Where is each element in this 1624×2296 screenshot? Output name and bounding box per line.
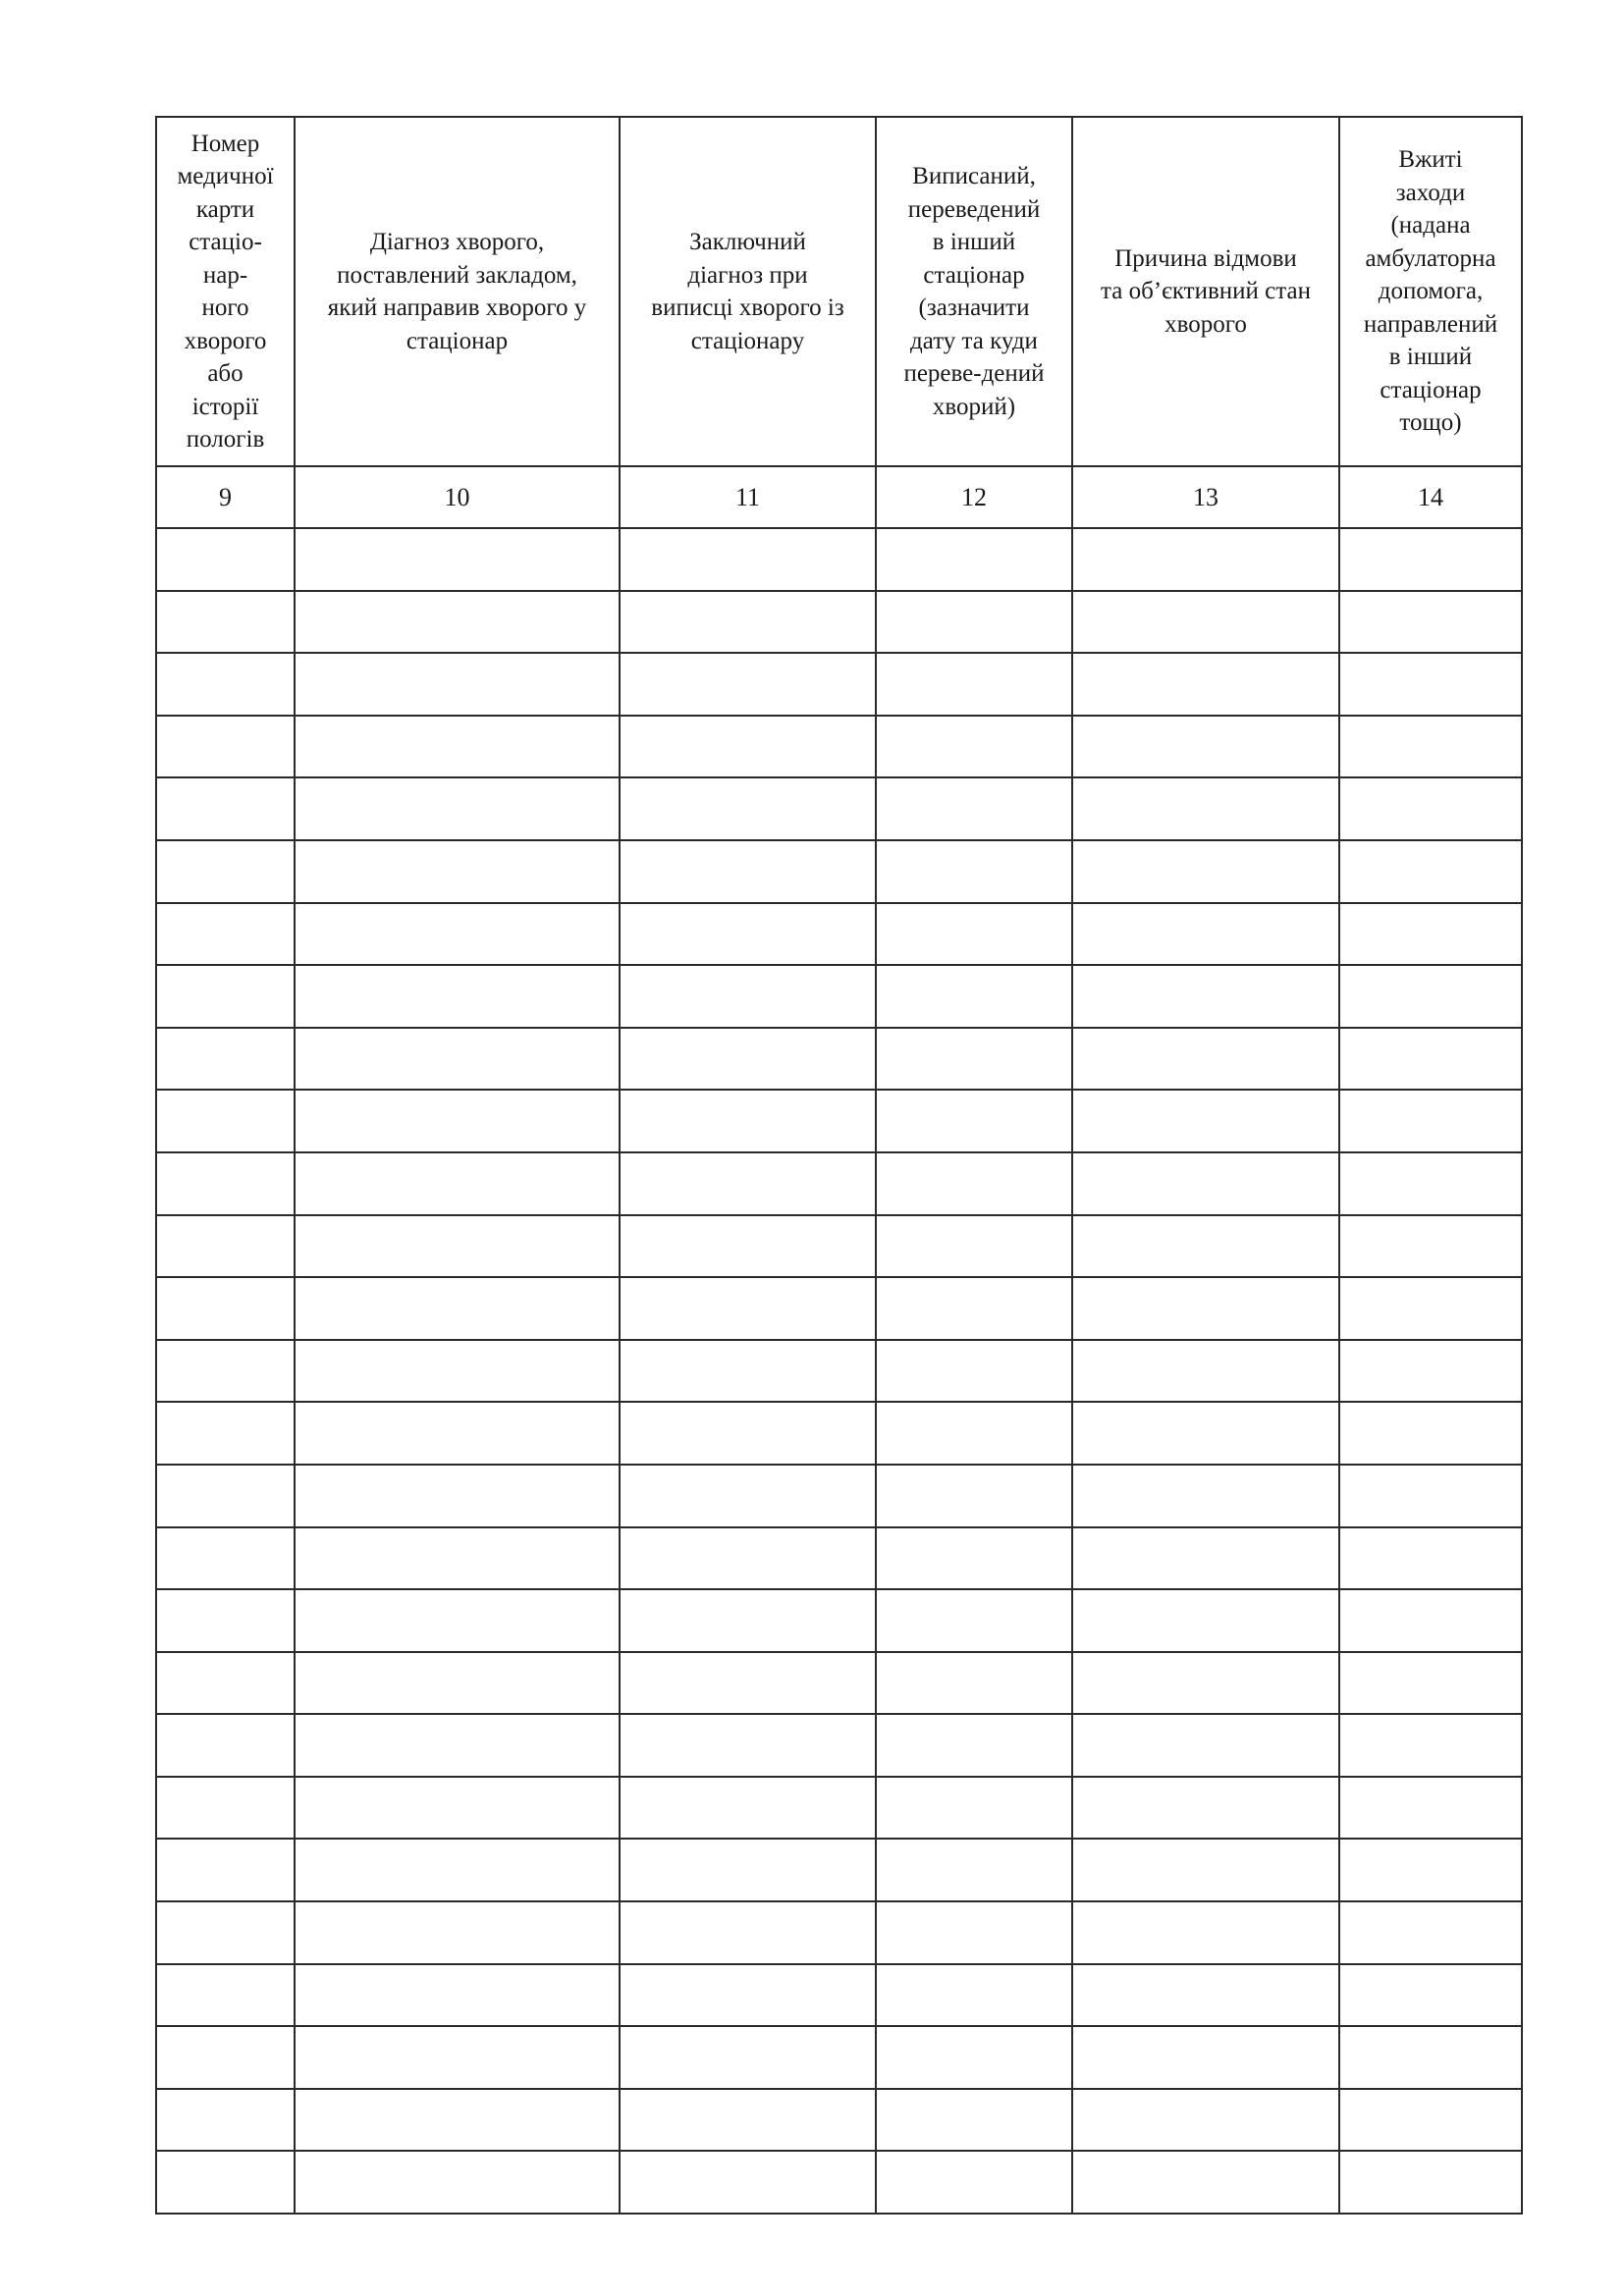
cell-discharged-transferred (876, 653, 1072, 716)
cell-medical-card-number (156, 1901, 295, 1964)
cell-medical-card-number (156, 1340, 295, 1403)
table-row (156, 1152, 1522, 1215)
table-row (156, 1028, 1522, 1091)
cell-medical-card-number (156, 1465, 295, 1527)
cell-measures-taken (1339, 777, 1522, 840)
cell-measures-taken (1339, 965, 1522, 1028)
table-row (156, 1090, 1522, 1152)
cell-medical-card-number (156, 1652, 295, 1715)
cell-discharged-transferred (876, 1152, 1072, 1215)
cell-refusal-reason (1072, 653, 1339, 716)
cell-refusal-reason (1072, 1714, 1339, 1777)
cell-refusal-reason (1072, 1589, 1339, 1652)
cell-referral-diagnosis (295, 1152, 620, 1215)
cell-refusal-reason (1072, 1340, 1339, 1403)
cell-discharged-transferred (876, 591, 1072, 654)
table-row (156, 1714, 1522, 1777)
cell-discharged-transferred (876, 1652, 1072, 1715)
cell-final-diagnosis (620, 528, 876, 591)
cell-refusal-reason (1072, 1090, 1339, 1152)
cell-referral-diagnosis (295, 1090, 620, 1152)
cell-final-diagnosis (620, 1589, 876, 1652)
cell-final-diagnosis (620, 716, 876, 778)
table-row (156, 653, 1522, 716)
cell-final-diagnosis (620, 1090, 876, 1152)
cell-referral-diagnosis (295, 528, 620, 591)
cell-final-diagnosis (620, 1215, 876, 1278)
cell-refusal-reason (1072, 1839, 1339, 1901)
column-number-row (156, 466, 1522, 528)
cell-measures-taken (1339, 1028, 1522, 1091)
cell-medical-card-number (156, 1152, 295, 1215)
cell-referral-diagnosis (295, 1028, 620, 1091)
cell-final-diagnosis (620, 965, 876, 1028)
cell-refusal-reason (1072, 777, 1339, 840)
cell-discharged-transferred (876, 1964, 1072, 2027)
cell-referral-diagnosis (295, 716, 620, 778)
cell-referral-diagnosis (295, 777, 620, 840)
cell-discharged-transferred (876, 1215, 1072, 1278)
table-row (156, 1589, 1522, 1652)
cell-final-diagnosis (620, 1402, 876, 1465)
cell-medical-card-number (156, 1964, 295, 2027)
cell-discharged-transferred (876, 1277, 1072, 1340)
cell-final-diagnosis (620, 1901, 876, 1964)
cell-final-diagnosis (620, 2026, 876, 2089)
cell-discharged-transferred (876, 1777, 1072, 1840)
cell-medical-card-number (156, 2026, 295, 2089)
cell-final-diagnosis (620, 1714, 876, 1777)
cell-discharged-transferred (876, 1465, 1072, 1527)
cell-measures-taken (1339, 1152, 1522, 1215)
cell-referral-diagnosis (295, 2151, 620, 2214)
cell-discharged-transferred (876, 1402, 1072, 1465)
cell-discharged-transferred (876, 1901, 1072, 1964)
column-number: 9 (156, 466, 295, 528)
cell-referral-diagnosis (295, 965, 620, 1028)
cell-final-diagnosis (620, 1964, 876, 2027)
cell-referral-diagnosis (295, 1465, 620, 1527)
cell-discharged-transferred (876, 1589, 1072, 1652)
column-number: 14 (1339, 466, 1522, 528)
cell-final-diagnosis (620, 1527, 876, 1590)
table-row (156, 528, 1522, 591)
cell-referral-diagnosis (295, 1402, 620, 1465)
cell-medical-card-number (156, 1777, 295, 1840)
column-number: 11 (620, 466, 876, 528)
cell-discharged-transferred (876, 716, 1072, 778)
cell-measures-taken (1339, 840, 1522, 903)
cell-medical-card-number (156, 1839, 295, 1901)
cell-measures-taken (1339, 1090, 1522, 1152)
cell-final-diagnosis (620, 1777, 876, 1840)
cell-refusal-reason (1072, 1527, 1339, 1590)
cell-measures-taken (1339, 1901, 1522, 1964)
cell-referral-diagnosis (295, 2089, 620, 2152)
register-table (155, 116, 1523, 2215)
cell-refusal-reason (1072, 591, 1339, 654)
cell-medical-card-number (156, 1277, 295, 1340)
header-medical-card-number: Номер медичної карти стаціо- нар- ного хворого або історії пологів (156, 117, 295, 466)
cell-refusal-reason (1072, 2026, 1339, 2089)
cell-referral-diagnosis (295, 1215, 620, 1278)
cell-final-diagnosis (620, 1652, 876, 1715)
header-referral-diagnosis: Діагноз хворого, поставлений закладом, який направив хворого у стаціонар (295, 117, 620, 466)
table-row (156, 2151, 1522, 2214)
cell-measures-taken (1339, 1652, 1522, 1715)
header-discharged-transferred: Виписаний, переведений в інший стаціонар (зазначити дату та куди переве-дений хворий) (876, 117, 1072, 466)
cell-measures-taken (1339, 1215, 1522, 1278)
cell-refusal-reason (1072, 1028, 1339, 1091)
table-row (156, 965, 1522, 1028)
cell-measures-taken (1339, 2089, 1522, 2152)
table-row (156, 1402, 1522, 1465)
cell-discharged-transferred (876, 2026, 1072, 2089)
cell-discharged-transferred (876, 1527, 1072, 1590)
cell-measures-taken (1339, 716, 1522, 778)
cell-refusal-reason (1072, 716, 1339, 778)
cell-measures-taken (1339, 1964, 1522, 2027)
cell-measures-taken (1339, 1402, 1522, 1465)
cell-medical-card-number (156, 1714, 295, 1777)
cell-measures-taken (1339, 2151, 1522, 2214)
cell-final-diagnosis (620, 903, 876, 966)
cell-referral-diagnosis (295, 1589, 620, 1652)
cell-final-diagnosis (620, 2089, 876, 2152)
cell-medical-card-number (156, 777, 295, 840)
cell-refusal-reason (1072, 840, 1339, 903)
cell-refusal-reason (1072, 903, 1339, 966)
cell-final-diagnosis (620, 1152, 876, 1215)
cell-refusal-reason (1072, 1215, 1339, 1278)
cell-refusal-reason (1072, 1465, 1339, 1527)
cell-final-diagnosis (620, 1340, 876, 1403)
cell-discharged-transferred (876, 1714, 1072, 1777)
cell-final-diagnosis (620, 1277, 876, 1340)
table-row (156, 1340, 1522, 1403)
cell-measures-taken (1339, 1589, 1522, 1652)
cell-refusal-reason (1072, 1152, 1339, 1215)
cell-measures-taken (1339, 1465, 1522, 1527)
cell-discharged-transferred (876, 965, 1072, 1028)
cell-referral-diagnosis (295, 1901, 620, 1964)
cell-refusal-reason (1072, 1652, 1339, 1715)
cell-referral-diagnosis (295, 1277, 620, 1340)
cell-final-diagnosis (620, 840, 876, 903)
cell-measures-taken (1339, 1527, 1522, 1590)
cell-medical-card-number (156, 840, 295, 903)
cell-referral-diagnosis (295, 591, 620, 654)
cell-referral-diagnosis (295, 1839, 620, 1901)
table-row (156, 1652, 1522, 1715)
cell-medical-card-number (156, 1028, 295, 1091)
cell-medical-card-number (156, 903, 295, 966)
cell-measures-taken (1339, 1777, 1522, 1840)
cell-medical-card-number (156, 1090, 295, 1152)
cell-medical-card-number (156, 2089, 295, 2152)
table-row (156, 903, 1522, 966)
column-number: 10 (295, 466, 620, 528)
cell-measures-taken (1339, 591, 1522, 654)
table-row (156, 2089, 1522, 2152)
cell-measures-taken (1339, 653, 1522, 716)
cell-discharged-transferred (876, 777, 1072, 840)
cell-refusal-reason (1072, 2151, 1339, 2214)
header-row (156, 117, 1522, 466)
table-row (156, 2026, 1522, 2089)
cell-final-diagnosis (620, 1839, 876, 1901)
cell-medical-card-number (156, 528, 295, 591)
table-row (156, 1465, 1522, 1527)
cell-final-diagnosis (620, 653, 876, 716)
cell-discharged-transferred (876, 1028, 1072, 1091)
cell-discharged-transferred (876, 840, 1072, 903)
cell-medical-card-number (156, 716, 295, 778)
cell-refusal-reason (1072, 528, 1339, 591)
cell-discharged-transferred (876, 1839, 1072, 1901)
cell-measures-taken (1339, 1839, 1522, 1901)
cell-refusal-reason (1072, 1777, 1339, 1840)
cell-discharged-transferred (876, 528, 1072, 591)
cell-referral-diagnosis (295, 1777, 620, 1840)
table-row (156, 1964, 1522, 2027)
table-row (156, 591, 1522, 654)
cell-final-diagnosis (620, 2151, 876, 2214)
cell-referral-diagnosis (295, 1527, 620, 1590)
table-body (156, 528, 1522, 2214)
cell-refusal-reason (1072, 2089, 1339, 2152)
cell-discharged-transferred (876, 1090, 1072, 1152)
table-row (156, 1777, 1522, 1840)
table-row (156, 1839, 1522, 1901)
cell-refusal-reason (1072, 1901, 1339, 1964)
cell-medical-card-number (156, 1215, 295, 1278)
cell-medical-card-number (156, 653, 295, 716)
table-row (156, 1527, 1522, 1590)
cell-referral-diagnosis (295, 1652, 620, 1715)
cell-referral-diagnosis (295, 1340, 620, 1403)
cell-refusal-reason (1072, 1964, 1339, 2027)
cell-final-diagnosis (620, 777, 876, 840)
cell-discharged-transferred (876, 903, 1072, 966)
header-final-diagnosis: Заключний діагноз при виписці хворого із стаціонару (620, 117, 876, 466)
cell-referral-diagnosis (295, 2026, 620, 2089)
header-measures-taken: Вжиті заходи (надана амбулаторна допомога, направлений в інший стаціонар тощо) (1339, 117, 1522, 466)
cell-discharged-transferred (876, 2151, 1072, 2214)
table-row (156, 1215, 1522, 1278)
table-row (156, 716, 1522, 778)
header-refusal-reason: Причина відмови та об’єктивний стан хворого (1072, 117, 1339, 466)
cell-medical-card-number (156, 2151, 295, 2214)
column-number: 12 (876, 466, 1072, 528)
column-number: 13 (1072, 466, 1339, 528)
cell-refusal-reason (1072, 1277, 1339, 1340)
table-row (156, 1277, 1522, 1340)
cell-referral-diagnosis (295, 653, 620, 716)
cell-final-diagnosis (620, 591, 876, 654)
cell-medical-card-number (156, 1527, 295, 1590)
cell-measures-taken (1339, 1340, 1522, 1403)
cell-medical-card-number (156, 965, 295, 1028)
cell-measures-taken (1339, 528, 1522, 591)
cell-final-diagnosis (620, 1028, 876, 1091)
cell-referral-diagnosis (295, 1714, 620, 1777)
cell-discharged-transferred (876, 2089, 1072, 2152)
cell-refusal-reason (1072, 965, 1339, 1028)
cell-medical-card-number (156, 1402, 295, 1465)
cell-measures-taken (1339, 1277, 1522, 1340)
cell-medical-card-number (156, 591, 295, 654)
cell-measures-taken (1339, 903, 1522, 966)
table-row (156, 840, 1522, 903)
cell-medical-card-number (156, 1589, 295, 1652)
table-row (156, 777, 1522, 840)
cell-referral-diagnosis (295, 1964, 620, 2027)
table-row (156, 1901, 1522, 1964)
cell-measures-taken (1339, 1714, 1522, 1777)
cell-refusal-reason (1072, 1402, 1339, 1465)
cell-referral-diagnosis (295, 903, 620, 966)
cell-final-diagnosis (620, 1465, 876, 1527)
cell-measures-taken (1339, 2026, 1522, 2089)
cell-referral-diagnosis (295, 840, 620, 903)
cell-discharged-transferred (876, 1340, 1072, 1403)
